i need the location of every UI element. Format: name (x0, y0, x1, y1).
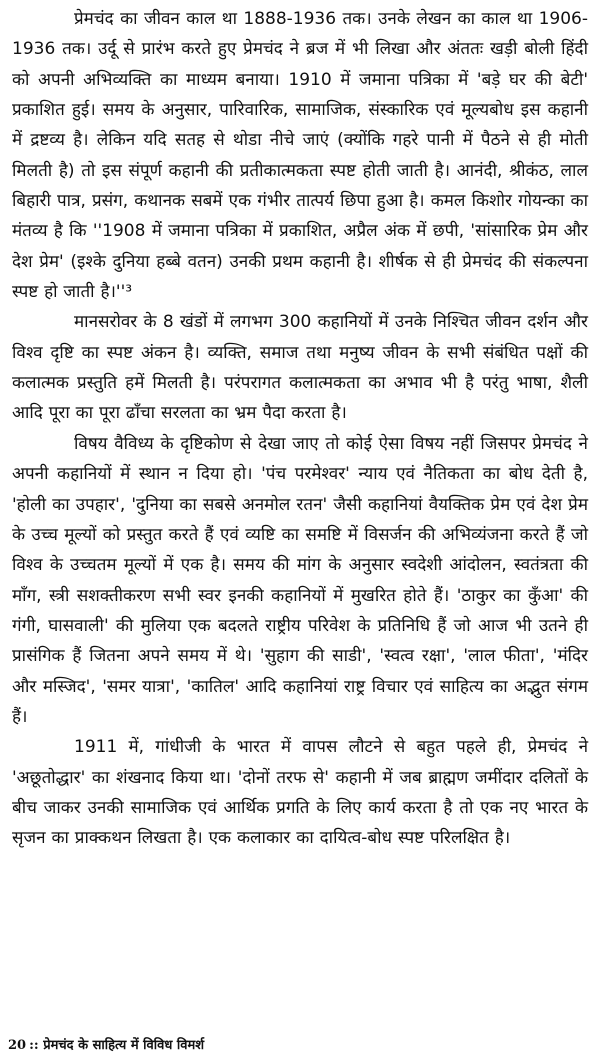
paragraph: प्रेमचंद का जीवन काल था 1888-1936 तक। उनके लेखन का काल था 1906-1936 तक। उर्दू से प्रारंभ करते हुए प्रेमचंद ने ब्रज में भी लिखा और अंततः खड़ी बोली हिंदी को अपनी अभिव्यक्ति का माध्यम बनाया। 1910 में जमाना पत्रिका में 'बड़े घर की बेटी' प्रकाशित हुई। समय के अनुसार, पारिवारिक, सामाजिक, संस्कारिक एवं मूल्यबोध इस कहानी में द्रष्टव्य है। लेकिन यदि सतह से थोडा नीचे जाएं (क्योंकि गहरे पानी में पैठने से ही मोती मिलती है) तो इस संपूर्ण कहानी की प्रतीकात्मकता स्पष्ट होती जाती है। आनंदी, श्रीकंठ, लाल बिहारी पात्र, प्रसंग, कथानक सबमें एक गंभीर तात्पर्य छिपा हुआ है। कमल किशोर गोयन्का का मंतव्य है कि ''1908 में जमाना पत्रिका में प्रकाशित, अप्रैल अंक में छपी, 'सांसारिक प्रेम और देश प्रेम' (इश्के दुनिया हब्बे वतन) उनकी प्रथम कहानी है। शीर्षक से ही प्रेमचंद की संकल्पना स्पष्ट हो जाती है।''³ (12, 9, 588, 303)
book-title: प्रेमचंद के साहित्य में विविध विमर्श (43, 1038, 205, 1053)
paragraph: विषय वैविध्य के दृष्टिकोण से देखा जाए तो कोई ऐसा विषय नहीं जिसपर प्रेमचंद ने अपनी कहानियों में स्थान न दिया हो। 'पंच परमेश्वर' न्याय एवं नैतिकता का बोध देती है, 'होली का उपहार', 'दुनिया का सबसे अनमोल रतन' जैसी कहानियां वैयक्तिक प्रेम एवं देश प्रेम के उच्च मूल्यों को प्रस्तुत करते हैं एवं व्यष्टि का समष्टि में विसर्जन की अभिव्यंजना करते हैं जो विश्व के उच्चतम मूल्यों में एक है। समय की मांग के अनुसार स्वदेशी आंदोलन, स्वतंत्रता की माँग, स्त्री सशक्तीकरण सभी स्वर इनकी कहानियों में मुखरित होते हैं। 'ठाकुर का कुँआ' की गंगी, घासवाली' की मुलिया एक बदलते राष्ट्रीय परिवेश के प्रतिनिधि हैं जो आज भी उतने ही प्रासंगिक हैं जितना अपने समय में थे। 'सुहाग की साडी', 'स्वत्व रक्षा', 'लाल फीता', 'मंदिर और मस्जिद', 'समर यात्रा', 'कातिल' आदि कहानियां राष्ट्र विचार एवं साहित्य का अद्भुत संगम हैं। (12, 433, 588, 727)
page-number: 20 (8, 1038, 27, 1053)
page-footer (8, 1036, 204, 1056)
page-body (12, 4, 588, 854)
footer-separator: :: (29, 1038, 39, 1053)
paragraph: मानसरोवर के 8 खंडों में लगभग 300 कहानियों में उनके निश्चित जीवन दर्शन और विश्व दृष्टि का स्पष्ट अंकन है। व्यक्ति, समाज तथा मनुष्य जीवन के सभी संबंधित पक्षों की कलात्मक प्रस्तुति हमें मिलती है। परंपरागत कलात्मकता का अभाव भी है परंतु भाषा, शैली आदि पूरा का पूरा ढाँचा सरलता का भ्रम पैदा करता है। (12, 312, 588, 424)
paragraph: 1911 में, गांधीजी के भारत में वापस लौटने से बहुत पहले ही, प्रेमचंद ने 'अछूतोद्धार' का शंखनाद किया था। 'दोनों तरफ से' कहानी में जब ब्राह्मण जमींदार दलितों के बीच जाकर उनकी सामाजिक एवं आर्थिक प्रगति के लिए कार्य करता है तो एक नए भारत के सृजन का प्राक्कथन लिखता है। एक कलाकार का दायित्व-बोध स्पष्ट परिलक्षित है। (12, 737, 588, 849)
